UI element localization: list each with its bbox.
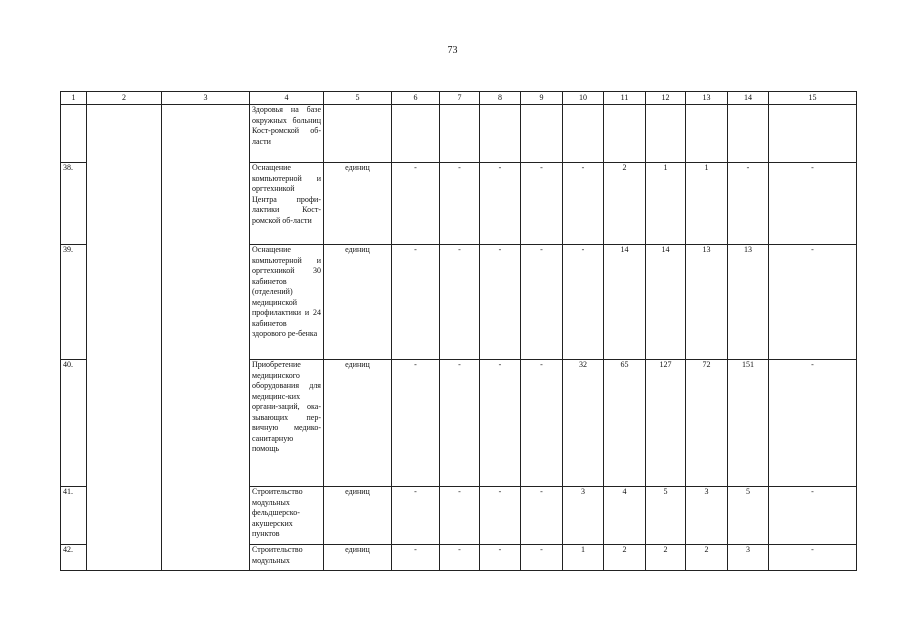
col-header-3: 3 [162,92,250,105]
value-cell: - [769,163,857,245]
value-cell: - [769,545,857,571]
value-cell: - [563,245,604,360]
value-cell: 65 [604,360,646,487]
unit-cell: единиц [324,545,392,571]
value-cell: - [392,360,440,487]
col-header-14: 14 [728,92,769,105]
merged-column-3 [162,105,250,571]
value-cell: - [563,163,604,245]
value-cell [480,105,521,163]
merged-column-2 [87,105,162,571]
value-cell: - [769,360,857,487]
unit-cell: единиц [324,360,392,487]
value-cell: - [728,163,769,245]
value-cell: 1 [563,545,604,571]
value-cell [563,105,604,163]
col-header-12: 12 [646,92,686,105]
value-cell: 14 [604,245,646,360]
value-cell: - [440,245,480,360]
value-cell: 2 [646,545,686,571]
value-cell [604,105,646,163]
value-cell: 1 [646,163,686,245]
col-header-8: 8 [480,92,521,105]
col-header-10: 10 [563,92,604,105]
event-name: Здоровья на базе окружных больниц Кост-ромской об-ласти [250,105,324,163]
value-cell: 1 [686,163,728,245]
value-cell [769,105,857,163]
value-cell: - [392,245,440,360]
row-number: 40. [61,360,87,487]
data-table [60,91,857,571]
column-number-row [61,92,857,105]
col-header-9: 9 [521,92,563,105]
row-number: 41. [61,487,87,545]
value-cell: - [521,487,563,545]
col-header-13: 13 [686,92,728,105]
value-cell: 2 [604,545,646,571]
value-cell: 5 [728,487,769,545]
value-cell: - [440,487,480,545]
value-cell: 5 [646,487,686,545]
value-cell: - [480,545,521,571]
event-name: Строительство модульных фельдшерско-акушерских пунктов [250,487,324,545]
value-cell: - [480,245,521,360]
event-name: Оснащение компьютерной и оргтехникой 30 кабинетов (отделений) медицинской профилактики и 24 кабинетов здорового ре-бенка [250,245,324,360]
value-cell: - [521,545,563,571]
col-header-7: 7 [440,92,480,105]
value-cell: 3 [563,487,604,545]
value-cell: - [392,487,440,545]
value-cell: - [480,487,521,545]
value-cell [686,105,728,163]
unit-cell: единиц [324,163,392,245]
value-cell [521,105,563,163]
value-cell: - [480,360,521,487]
value-cell: - [521,163,563,245]
value-cell: 3 [728,545,769,571]
value-cell: - [440,360,480,487]
value-cell: 13 [728,245,769,360]
col-header-5: 5 [324,92,392,105]
value-cell: 32 [563,360,604,487]
value-cell: 72 [686,360,728,487]
col-header-4: 4 [250,92,324,105]
value-cell: 14 [646,245,686,360]
unit-cell: единиц [324,487,392,545]
table-row [61,105,857,163]
value-cell: - [480,163,521,245]
col-header-2: 2 [87,92,162,105]
event-name: Приобретение медицинского оборудования для медицинс-ких органи-заций, ока-зывающих пер-вичную медико-санитарную помощь [250,360,324,487]
row-number [61,105,87,163]
value-cell: - [521,360,563,487]
value-cell: - [392,163,440,245]
value-cell [728,105,769,163]
unit-cell: единиц [324,245,392,360]
value-cell: 2 [604,163,646,245]
value-cell [392,105,440,163]
row-number: 39. [61,245,87,360]
unit-cell [324,105,392,163]
value-cell: 151 [728,360,769,487]
event-name: Оснащение компьютерной и оргтехникой Центра профи-лактики Кост-ромской об-ласти [250,163,324,245]
event-name: Строительство модульных [250,545,324,571]
value-cell: 3 [686,487,728,545]
col-header-15: 15 [769,92,857,105]
value-cell: - [521,245,563,360]
value-cell: - [440,545,480,571]
value-cell: - [392,545,440,571]
value-cell: - [769,487,857,545]
value-cell: 4 [604,487,646,545]
value-cell: - [769,245,857,360]
value-cell: 127 [646,360,686,487]
row-number: 38. [61,163,87,245]
value-cell: - [440,163,480,245]
value-cell: 13 [686,245,728,360]
value-cell [440,105,480,163]
col-header-11: 11 [604,92,646,105]
value-cell [646,105,686,163]
col-header-1: 1 [61,92,87,105]
col-header-6: 6 [392,92,440,105]
value-cell: 2 [686,545,728,571]
page-number: 73 [447,45,458,56]
row-number: 42. [61,545,87,571]
